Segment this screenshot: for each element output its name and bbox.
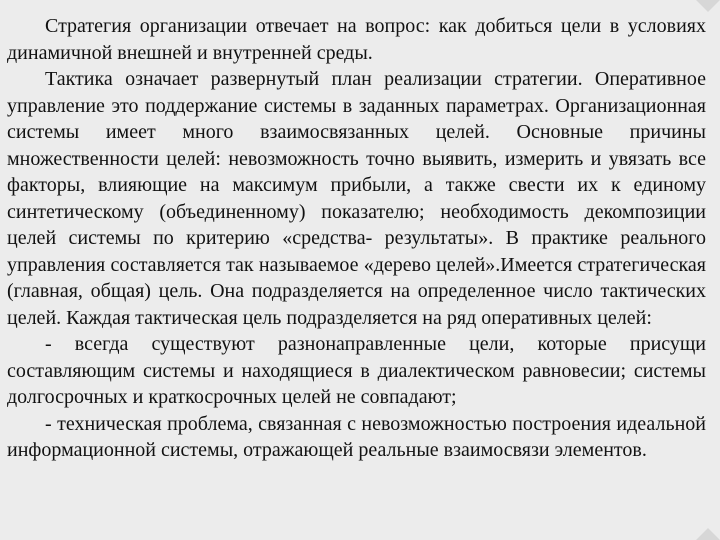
paragraph-tactics: Тактика означает развернутый план реализации стратегии. Оперативное управление это поддержание системы в заданных параметрах. Организационная системы имеет много взаимосвязанных целей. Основные причины множественности целей: невозможность точно выявить, измерить и увязать все факторы, влияющие на максимум прибыли, а также свести их к единому синтетическому (объединенному) показателю; необходимость декомпозиции целей системы по критерию «средства- результаты». В практике реального управления составляется так называемое «дерево целей».Имеется стратегическая (главная, общая) цель. Она подразделяется на определенное число тактических целей. Каждая тактическая цель подразделяется на ряд оперативных целей: [7, 68, 706, 329]
document-text [7, 13, 706, 464]
paragraph-reason-1: - всегда существуют разнонаправленные цели, которые присущи составляющим системы и находящиеся в диалектическом равновесии; системы долгосрочных и краткосрочных целей не совпадают; [7, 333, 706, 408]
bottom-corner-decoration [696, 528, 720, 540]
paragraph-strategy: Стратегия организации отвечает на вопрос: как добиться цели в условиях динамичной внешней и внутренней среды. [7, 15, 706, 64]
paragraph-reason-2: - техническая проблема, связанная с невозможностью построения идеальной информационной системы, отражающей реальные взаимосвязи элементов. [7, 412, 706, 461]
top-corner-decoration [696, 0, 720, 12]
